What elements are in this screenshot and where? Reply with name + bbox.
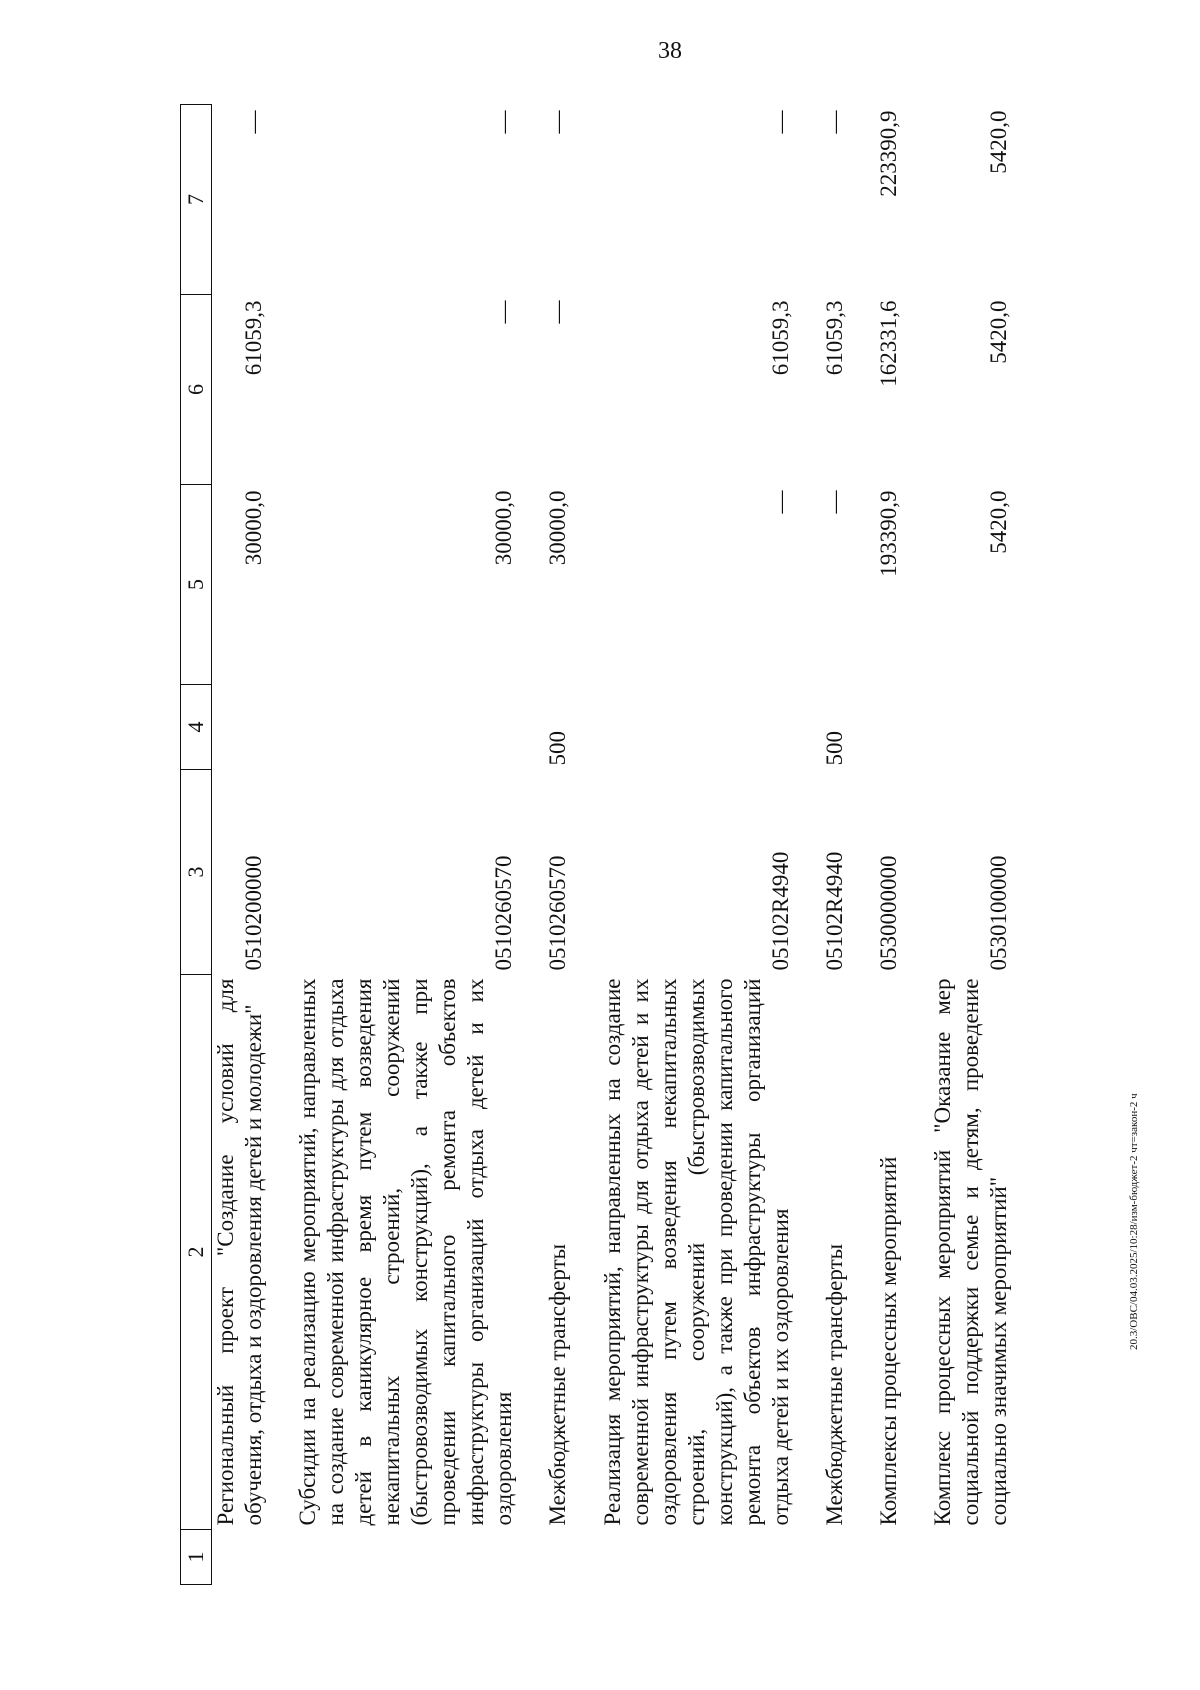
table-row [212,105,295,1585]
header-col-3: 3 [181,770,212,975]
amount-col6-cell: 61059,3 [767,300,793,376]
header-col-7: 7 [181,105,212,295]
description-cell: Комплекс процессных мероприятий "Оказание мер социальной поддержки семье и детям, проведение социально значимых мероприятий" [929,978,1012,1526]
table-row [544,105,598,1585]
row-number-cell [212,1530,295,1585]
amount-col5-cell: 30000,0 [491,490,517,566]
amount-col5-cell: 30000,0 [241,490,267,566]
header-row [181,105,212,1585]
amount-col7-cell: — [821,110,847,134]
amount-col5-cell: 193390,9 [875,490,901,577]
footer-note [1126,110,1146,1350]
expense-type-cell: 500 [821,731,847,766]
description-cell: Комплексы процессных мероприятий [875,1156,901,1526]
target-code-cell: 05102R4940 [767,851,793,971]
amount-col6-cell: — [491,300,517,324]
amount-col5-cell: — [767,490,793,514]
row-number-cell [821,1530,875,1585]
expense-type-cell [294,685,544,770]
amount-col6-cell: — [545,300,571,324]
target-code-cell: 0530100000 [986,855,1012,971]
rotated-table-container [180,105,1100,1585]
footer-text: 20.3/ОВС/04.03.2025/10:28/изм-бюджет-2 чт=закон-2 ч [1128,1093,1140,1350]
amount-col7-cell: 223390,9 [875,110,901,197]
amount-col7-cell: — [767,110,793,134]
target-code-cell: 0510260570 [491,855,517,971]
row-number-cell [599,1530,821,1585]
row-number-cell [294,1530,544,1585]
amount-col6-cell: 5420,0 [986,300,1012,364]
amount-col7-cell: — [545,110,571,134]
amount-col7-cell: 5420,0 [986,110,1012,174]
description-cell: Реализация мероприятий, направленных на создание современной инфраструктуры для отдыха детей и их оздоровления путем возведения некапитальных строений, сооружений (быстровозводимых конструкций), а также при проведении капитального ремонта объектов инфраструктуры организаций отдыха детей и их оздоровления [599,978,793,1526]
amount-col5-cell: — [821,490,847,514]
target-code-cell: 0530000000 [875,855,901,971]
expense-type-cell [875,685,929,770]
description-cell: Межбюджетные трансферты [545,1243,571,1526]
table-row [821,105,875,1585]
header-col-2: 2 [181,975,212,1530]
amount-col7-cell: — [241,110,267,134]
row-number-cell [929,1530,1013,1585]
budget-table [180,104,1013,1585]
amount-col5-cell: 5420,0 [986,490,1012,554]
amount-col7-cell: — [491,110,517,134]
amount-col5-cell: 30000,0 [545,490,571,566]
header-col-5: 5 [181,485,212,685]
table-row [929,105,1013,1585]
target-code-cell: 0510260570 [545,855,571,971]
table-row [599,105,821,1585]
description-cell: Субсидии на реализацию мероприятий, направленных на создание современной инфраструктуры для отдыха детей в каникулярное время путем возведения некапитальных строений, сооружений (быстровозводимых конструкций), а также при проведении капитального ремонта объектов инфраструктуры организаций отдыха детей и их оздоровления [295,978,517,1526]
amount-col6-cell: 162331,6 [875,300,901,387]
header-col-4: 4 [181,685,212,770]
expense-type-cell [929,685,1013,770]
row-number-cell [544,1530,598,1585]
description-cell: Межбюджетные трансферты [821,1243,847,1526]
amount-col6-cell: 61059,3 [821,300,847,376]
expense-type-cell [212,685,295,770]
row-number-cell [875,1530,929,1585]
target-code-cell: 05102R4940 [821,851,847,971]
expense-type-cell [599,685,821,770]
header-col-6: 6 [181,295,212,485]
description-cell: Региональный проект "Создание условий для обучения, отдыха и оздоровления детей и молодежи" [213,978,267,1526]
header-col-1: 1 [181,1530,212,1585]
table-row [875,105,929,1585]
table-row [294,105,544,1585]
amount-col6-cell: 61059,3 [241,300,267,376]
target-code-cell: 0510200000 [241,855,267,971]
expense-type-cell: 500 [545,731,571,766]
page-number: 38 [658,38,682,64]
